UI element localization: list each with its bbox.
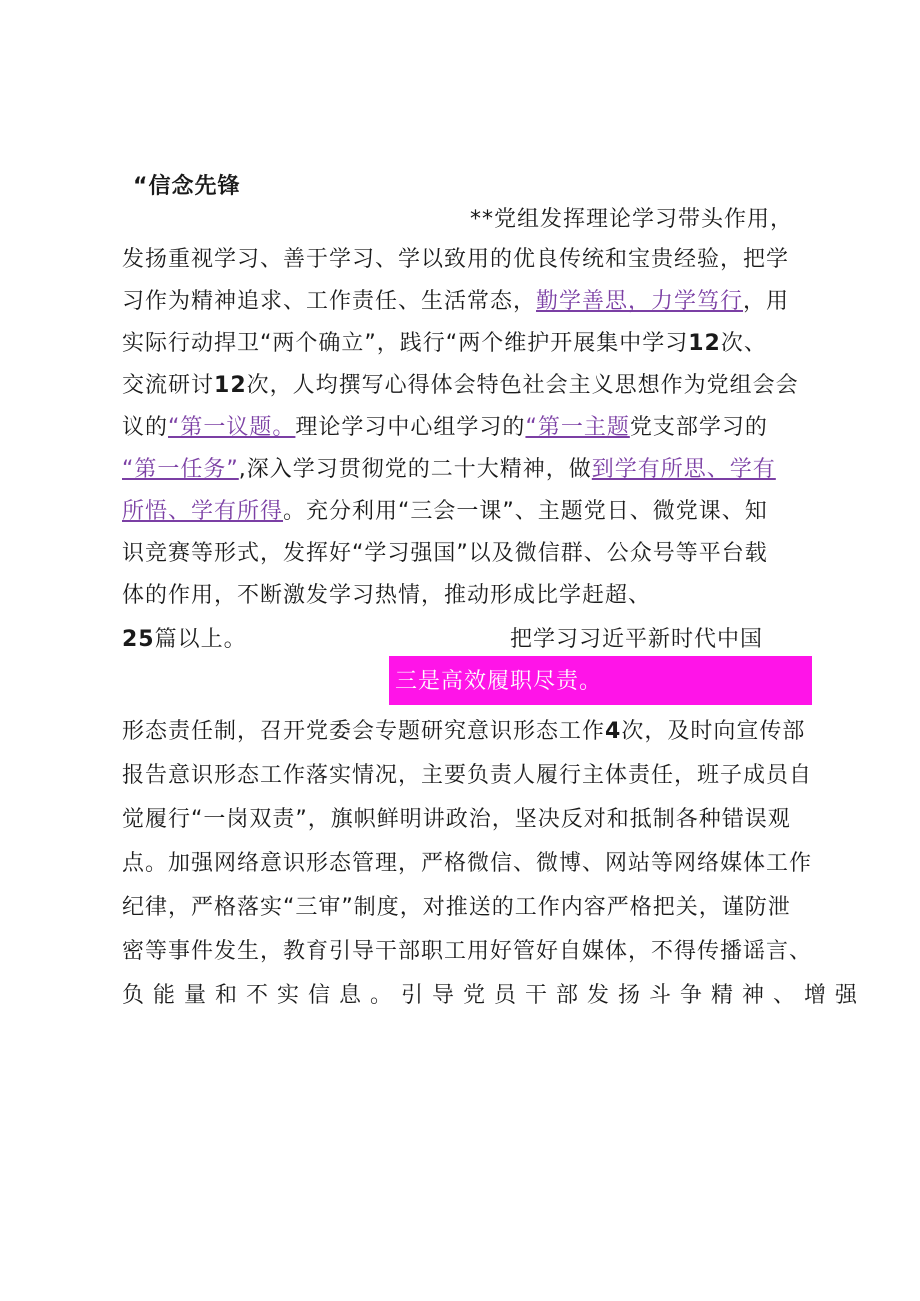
para1-line-8 [122, 497, 768, 527]
text-run: 次、 [720, 331, 767, 356]
para2-line-3: 觉履行“一岗双责”，旗帜鲜明讲政治，坚决反对和抵制各种错误观 [122, 807, 791, 832]
text-run: 次，及时向宣传部 [621, 719, 806, 744]
inline-link[interactable]: “第一主题 [525, 415, 630, 440]
para1-line-11 [122, 625, 247, 655]
text-run: 次，人均撰写心得体会特色社会主义思想作为党组会会 [246, 373, 799, 398]
text-run: ，用 [743, 289, 790, 314]
section-heading: “信念先锋 [133, 174, 241, 199]
highlight-box [389, 656, 812, 705]
number: 12 [688, 331, 721, 356]
text-run: 篇以上。 [154, 627, 247, 652]
number: 12 [214, 373, 247, 398]
inline-link[interactable]: 所悟、学有所得 [122, 499, 284, 524]
text-run: ,深入学习贯彻党的二十大精神，做 [238, 457, 592, 482]
para2-line-2: 报告意识形态工作落实情况，主要负责人履行主体责任，班子成员自 [122, 763, 813, 788]
number: 25 [122, 627, 155, 652]
highlight-heading: 三是高效履职尽责。 [395, 669, 603, 694]
inline-link[interactable]: 勤学善思，力学笃行 [536, 289, 744, 314]
text-run: 党支部学习的 [629, 415, 768, 440]
para1-line-7 [122, 455, 776, 485]
text-run: 议的 [122, 415, 169, 440]
para1-line-2: 发扬重视学习、善于学习、学以致用的优良传统和宝贵经验，把学 [122, 247, 790, 272]
para1-line-3 [122, 287, 789, 317]
para2-line-5: 纪律，严格落实“三审”制度，对推送的工作内容严格把关，谨防泄 [122, 895, 791, 920]
para2-line-7: 负能量和不实信息。引导党员干部发扬斗争精神、增强 [122, 983, 867, 1008]
para2-line-1 [122, 717, 805, 747]
text-run: 理论学习中心组学习的 [295, 415, 526, 440]
inline-link[interactable]: 到学有所思、学有 [591, 457, 776, 482]
para1-line-10: 体的作用，不断激发学习热情，推动形成比学赶超、 [122, 583, 652, 608]
number: 4 [605, 719, 622, 744]
text-run: 习作为精神追求、工作责任、生活常态， [122, 289, 537, 314]
text-run: 交流研讨 [122, 373, 215, 398]
para1-line-11-tail: 把学习习近平新时代中国 [510, 627, 764, 652]
para2-line-6: 密等事件发生，教育引导干部职工用好管好自媒体，不得传播谣言、 [122, 939, 813, 964]
inline-link[interactable]: “第一议题。 [168, 415, 296, 440]
para1-line-1: **党组发挥理论学习带头作用， [470, 207, 794, 232]
text-run: 。充分利用“三会一课”、主题党日、微党课、知 [283, 499, 768, 524]
inline-link[interactable]: “第一任务” [122, 457, 239, 482]
para1-line-4 [122, 329, 767, 359]
para1-line-9: 识竞赛等形式，发挥好“学习强国”以及微信群、公众号等平台载 [122, 541, 768, 566]
text-run: 实际行动捍卫“两个确立”，践行“两个维护开展集中学习 [122, 331, 689, 356]
text-run: 形态责任制，召开党委会专题研究意识形态工作 [122, 719, 606, 744]
para1-line-6 [122, 413, 768, 443]
para2-line-4: 点。加强网络意识形态管理，严格微信、微博、网站等网络媒体工作 [122, 851, 813, 876]
para1-line-5 [122, 371, 799, 401]
